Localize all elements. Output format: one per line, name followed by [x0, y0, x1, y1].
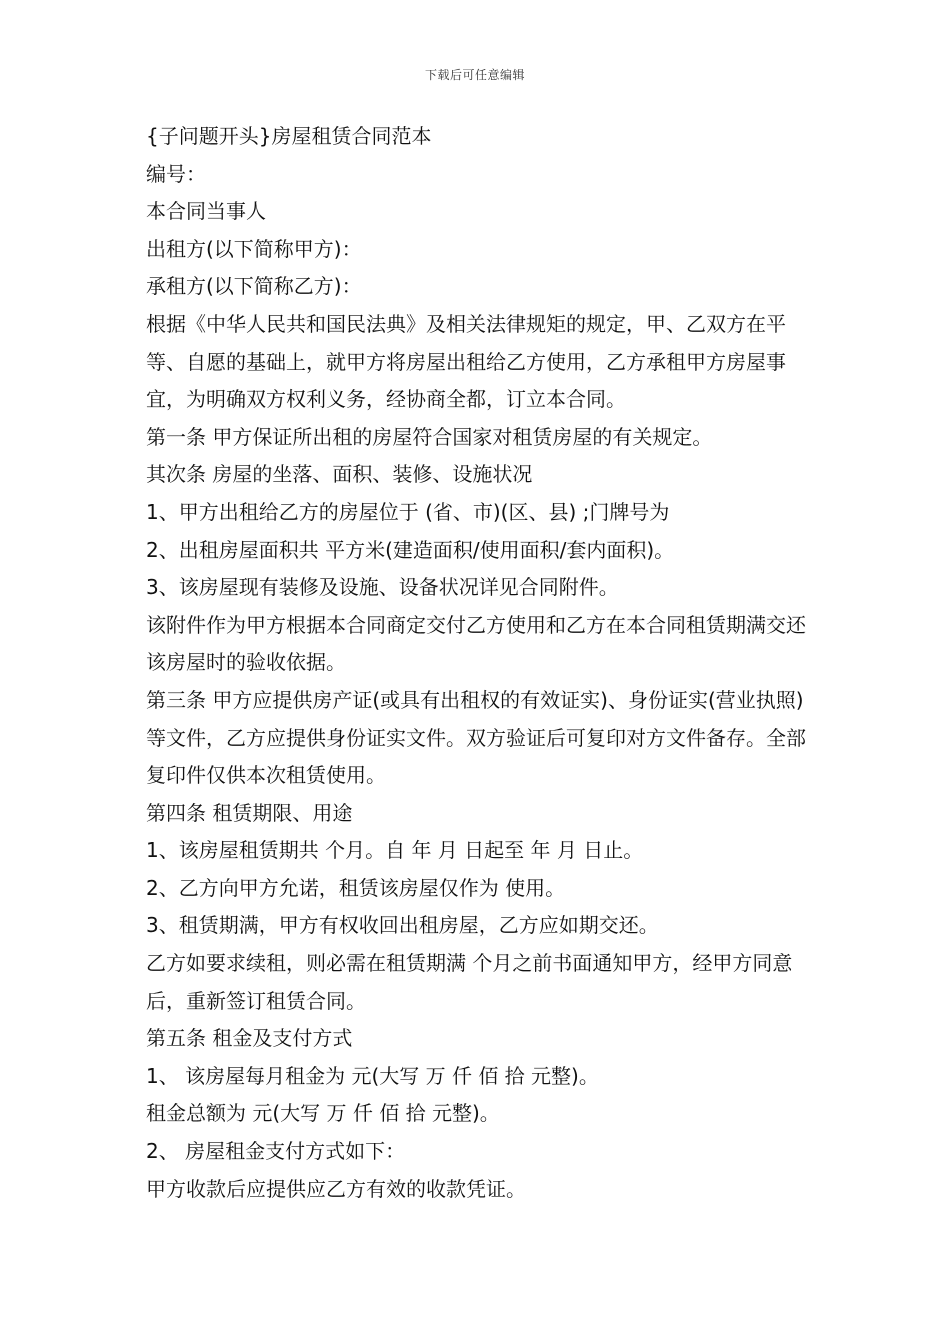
article-3: 第三条 甲方应提供房产证(或具有出租权的有效证实)、身份证实(营业执照)等文件，乙方应提供身份证实文件。双方验证后可复印对方文件备存。全部复印件仅供本次租赁使用。 [146, 687, 806, 788]
article-1: 第一条 甲方保证所出租的房屋符合国家对租赁房屋的有关规定。 [146, 424, 713, 449]
contract-title: {子问题开头}房屋租赁合同范本 [146, 124, 432, 148]
article-4-item-3: 3、租赁期满，甲方有权收回出租房屋，乙方应如期交还。 [146, 913, 659, 938]
article-4-item-2: 2、乙方向甲方允诺，租赁该房屋仅作为 使用。 [146, 875, 566, 900]
document-body [146, 118, 816, 1208]
lessee-line: 承租方(以下简称乙方)： [146, 274, 362, 299]
lessor-line: 出租方(以下简称甲方)： [146, 236, 362, 261]
attachment-paragraph: 该附件作为甲方根据本合同商定交付乙方使用和乙方在本合同租赁期满交还该房屋时的验收依据。 [146, 612, 806, 675]
header-note: 下载后可任意编辑 [424, 68, 525, 82]
article-4-item-1: 1、该房屋租赁期共 个月。自 年 月 日起至 年 月 日止。 [146, 838, 644, 863]
article-5-item-2: 2、 房屋租金支付方式如下： [146, 1139, 406, 1164]
article-2-heading: 其次条 房屋的坐落、面积、装修、设施状况 [146, 462, 533, 487]
article-5-item-1: 1、 该房屋每月租金为 元(大写 万 仟 佰 拾 元整)。 [146, 1063, 599, 1088]
article-5-heading: 第五条 租金及支付方式 [146, 1026, 353, 1051]
receipt-line: 甲方收款后应提供应乙方有效的收款凭证。 [146, 1176, 526, 1201]
article-2-item-1: 1、甲方出租给乙方的房屋位于 (省、市)(区、县) ;门牌号为 [146, 499, 670, 524]
preamble-paragraph: 根据《中华人民共和国民法典》及相关法律规矩的规定，甲、乙双方在平等、自愿的基础上，就甲方将房屋出租给乙方使用，乙方承租甲方房屋事宜，为明确双方权利义务，经协商全都，订立本合同。 [146, 311, 786, 412]
contract-number-label: 编号： [146, 161, 206, 186]
rent-total-line: 租金总额为 元(大写 万 仟 佰 拾 元整)。 [146, 1101, 500, 1126]
article-4-heading: 第四条 租赁期限、用途 [146, 800, 353, 825]
article-2-item-3: 3、该房屋现有装修及设施、设备状况详见合同附件。 [146, 575, 619, 600]
article-2-item-2: 2、出租房屋面积共 平方米(建造面积/使用面积/套内面积)。 [146, 537, 675, 562]
parties-heading: 本合同当事人 [146, 199, 266, 224]
renewal-paragraph: 乙方如要求续租，则必需在租赁期满 个月之前书面通知甲方，经甲方同意后，重新签订租赁合同。 [146, 951, 793, 1013]
